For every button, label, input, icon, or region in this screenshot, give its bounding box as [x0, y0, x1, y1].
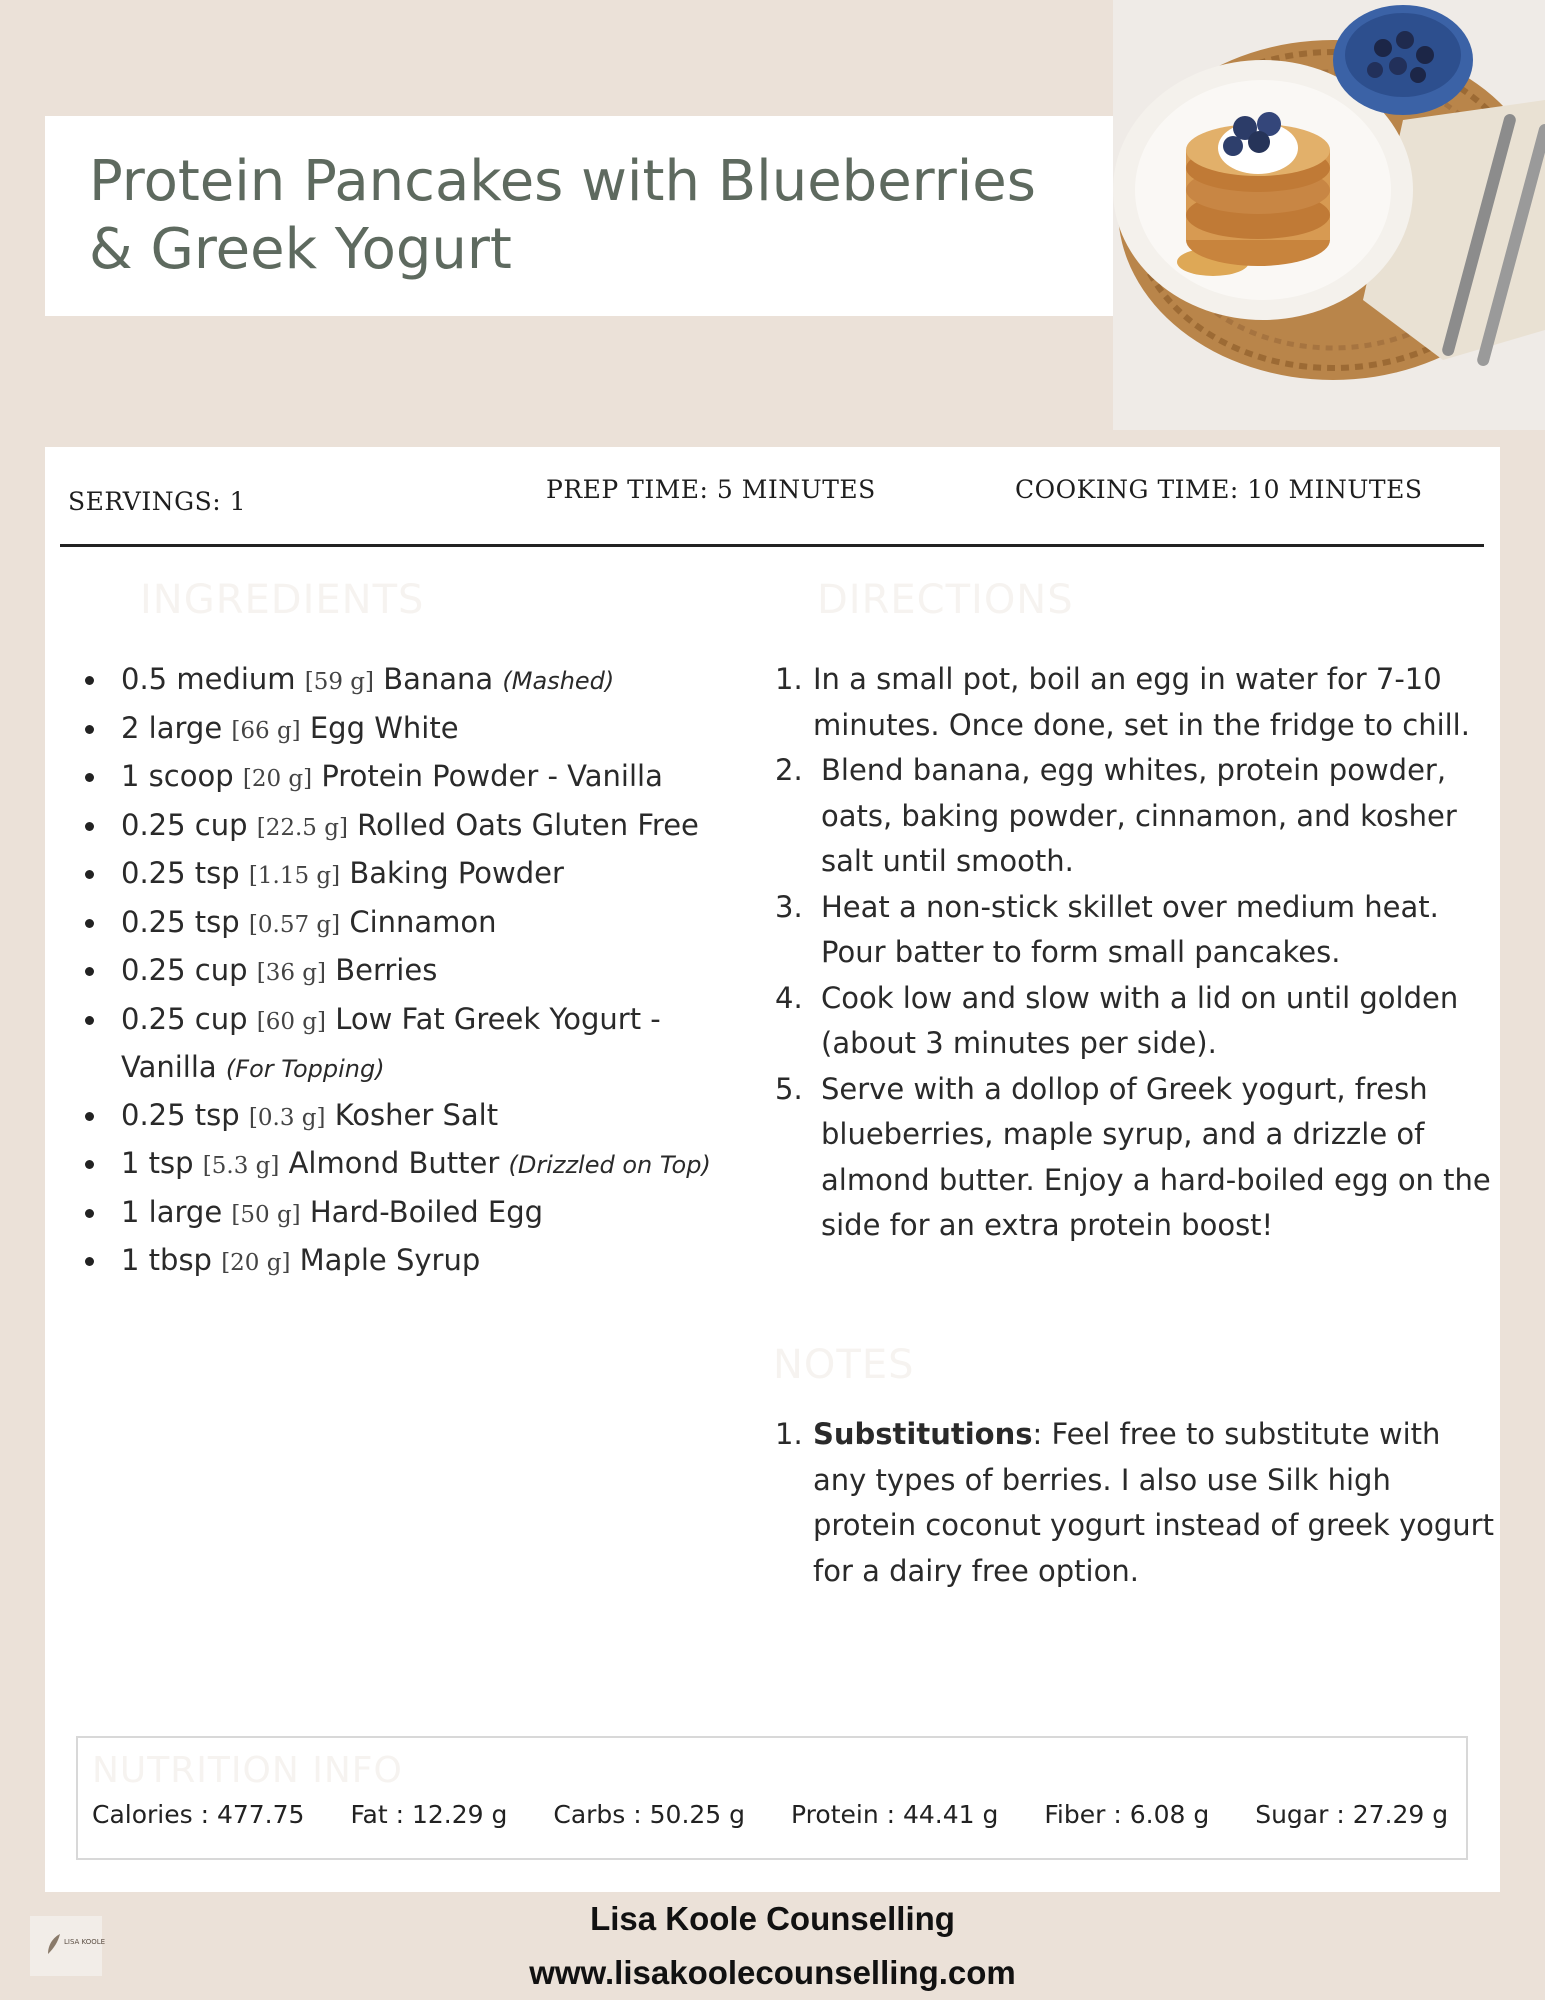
list-item: 0.25 tsp [1.15 g] Baking Powder [75, 851, 755, 900]
footer-name: Lisa Koole Counselling [590, 1900, 955, 1937]
list-item: 0.25 tsp [0.57 g] Cinnamon [75, 900, 755, 949]
list-item: 2 large [66 g] Egg White [75, 706, 755, 755]
notes-list [775, 1412, 1495, 1594]
nutrition-fat: Fat : 12.29 g [350, 1800, 508, 1829]
list-item: 1 scoop [20 g] Protein Powder - Vanilla [75, 754, 755, 803]
nutrition-fiber: Fiber : 6.08 g [1044, 1800, 1210, 1829]
nutrition-sugar: Sugar : 27.29 g [1255, 1800, 1449, 1829]
list-item: 0.25 cup [60 g] Low Fat Greek Yogurt - Vanilla (For Topping) [75, 997, 755, 1093]
list-item: 1. In a small pot, boil an egg in water for 7-10 minutes. Once done, set in the fridge to chill. [775, 662, 1470, 742]
ingredients-heading: INGREDIENTS [140, 577, 425, 623]
directions-list [775, 657, 1495, 1249]
directions-heading: DIRECTIONS [817, 577, 1074, 623]
list-item: 4. Cook low and slow with a lid on until golden (about 3 minutes per side). [775, 980, 1459, 1060]
nutrition-values [92, 1800, 1448, 1829]
cooking-time: COOKING TIME: 10 MINUTES [1015, 475, 1423, 504]
pancake-illustration [1113, 0, 1545, 430]
footer-url[interactable]: www.lisakoolecounselling.com [529, 1954, 1016, 1991]
servings: SERVINGS: 1 [68, 487, 246, 516]
list-item: 1 tsp [5.3 g] Almond Butter (Drizzled on Top) [75, 1141, 755, 1190]
recipe-title: Protein Pancakes with Blueberries & Greek Yogurt [89, 149, 1036, 282]
list-item: 0.25 tsp [0.3 g] Kosher Salt [75, 1093, 755, 1142]
footer [0, 1892, 1545, 2000]
list-item: 2. Blend banana, egg whites, protein powder, oats, baking powder, cinnamon, and kosher salt until smooth. [775, 753, 1457, 878]
nutrition-box [76, 1736, 1468, 1860]
list-item: 1 large [50 g] Hard-Boiled Egg [75, 1190, 755, 1239]
list-item: 0.5 medium [59 g] Banana (Mashed) [75, 657, 755, 706]
title-box [45, 116, 1113, 316]
nutrition-carbs: Carbs : 50.25 g [553, 1800, 746, 1829]
list-item: 1. Substitutions: Feel free to substitute with any types of berries. I also use Silk high protein coconut yogurt instead of greek yogurt for a dairy free option. [775, 1417, 1494, 1588]
list-item: 3. Heat a non-stick skillet over medium heat. Pour batter to form small pancakes. [775, 889, 1439, 969]
recipe-card [45, 447, 1500, 1892]
nutrition-calories: Calories : 477.75 [92, 1800, 305, 1829]
nutrition-protein: Protein : 44.41 g [791, 1800, 999, 1829]
logo-text: LISA KOOLE [64, 1938, 106, 1946]
pancake-stack-photo [1113, 0, 1545, 430]
list-item: 0.25 cup [22.5 g] Rolled Oats Gluten Free [75, 803, 755, 852]
nutrition-heading: NUTRITION INFO [92, 1750, 403, 1791]
ingredients-list [75, 657, 755, 1287]
list-item: 0.25 cup [36 g] Berries [75, 948, 755, 997]
header-divider [60, 544, 1484, 547]
prep-time: PREP TIME: 5 MINUTES [546, 475, 876, 504]
notes-heading: NOTES [773, 1342, 915, 1388]
list-item: 5. Serve with a dollop of Greek yogurt, fresh blueberries, maple syrup, and a drizzle of almond butter. Enjoy a hard-boiled egg on the side for an extra protein boost! [775, 1071, 1491, 1242]
list-item: 1 tbsp [20 g] Maple Syrup [75, 1238, 755, 1287]
